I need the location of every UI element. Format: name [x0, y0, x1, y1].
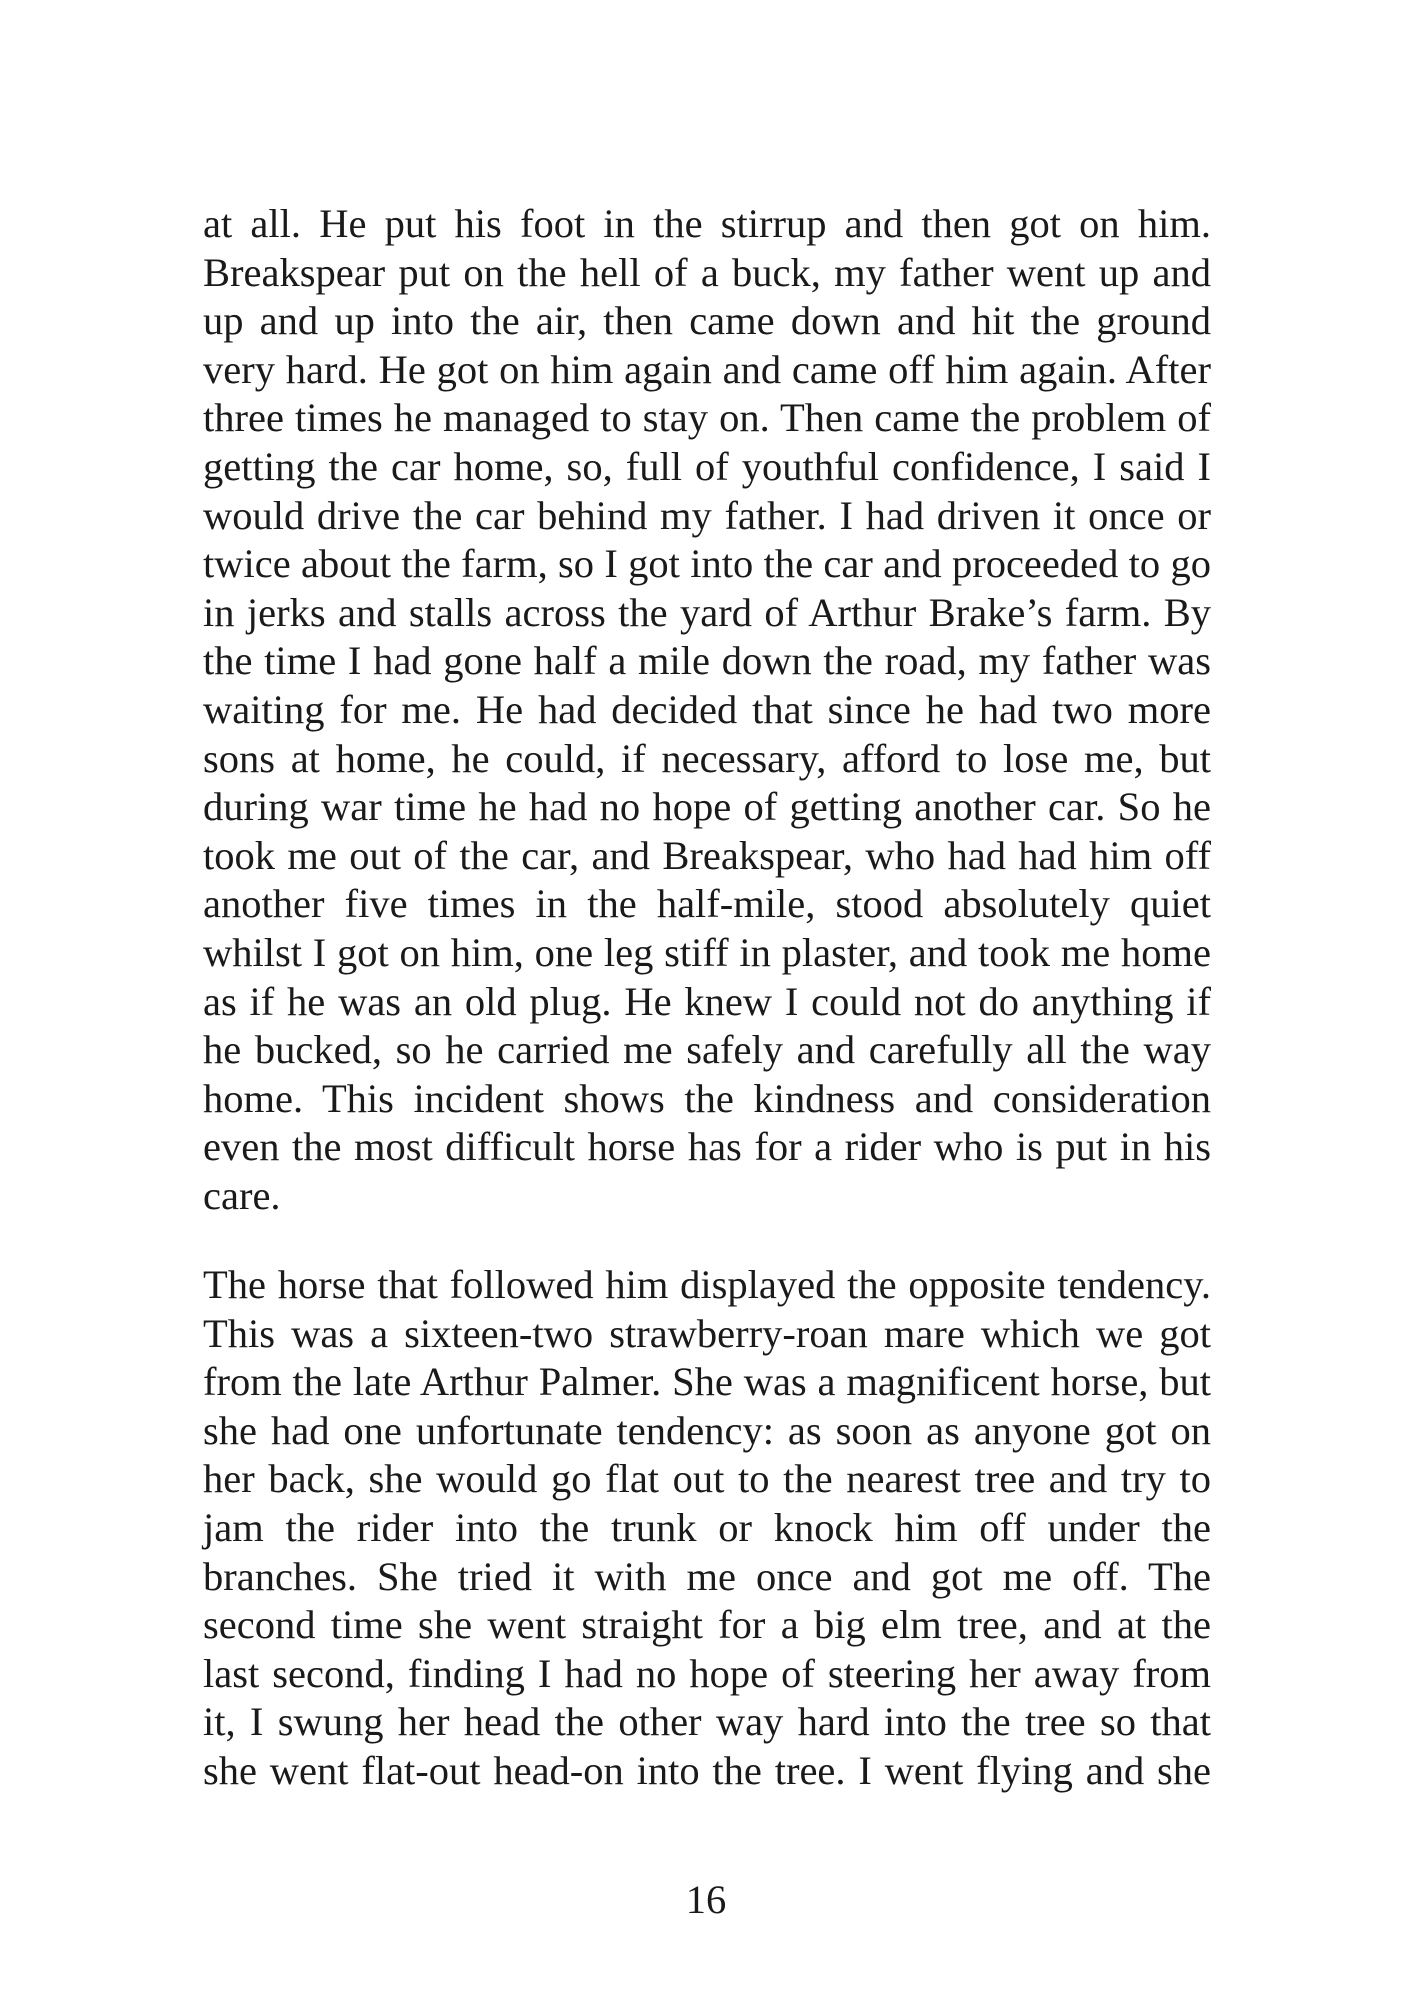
text-line: he bucked, so he carried me safely and carefully all the way: [203, 1027, 1211, 1073]
paragraph-1: [203, 200, 1211, 1220]
text-line: jam the rider into the trunk or knock him off under the: [203, 1504, 1211, 1550]
text-line: very hard. He got on him again and came off him again. After: [203, 346, 1211, 392]
text-line: she went flat-out head-on into the tree. I went flying and she: [203, 1747, 1211, 1793]
text-line: This was a sixteen-two strawberry-roan mare which we got: [203, 1310, 1211, 1356]
text-line: it, I swung her head the other way hard into the tree so that: [203, 1699, 1211, 1745]
text-line: the time I had gone half a mile down the road, my father was: [203, 638, 1211, 684]
text-line: second time she went straight for a big elm tree, and at the: [203, 1602, 1211, 1648]
text-line: getting the car home, so, full of youthful confidence, I said I: [203, 443, 1211, 489]
text-line: her back, she would go flat out to the nearest tree and try to: [203, 1456, 1211, 1502]
paragraph-2: [203, 1261, 1211, 1796]
text-line: would drive the car behind my father. I had driven it once or: [203, 492, 1211, 538]
text-line: up and up into the air, then came down and hit the ground: [203, 298, 1211, 344]
text-line: during war time he had no hope of getting another car. So he: [203, 784, 1211, 830]
text-line: at all. He put his foot in the stirrup and then got on him.: [203, 201, 1211, 246]
page-number: 16: [685, 1877, 727, 1922]
text-line: last second, finding I had no hope of steering her away from: [203, 1650, 1211, 1696]
text-line: she had one unfortunate tendency: as soon as anyone got on: [203, 1407, 1211, 1453]
text-line: from the late Arthur Palmer. She was a magnificent horse, but: [203, 1359, 1211, 1405]
text-line: waiting for me. He had decided that since he had two more: [203, 686, 1211, 732]
text-line: three times he managed to stay on. Then came the problem of: [203, 395, 1211, 441]
text-line: home. This incident shows the kindness and consideration: [203, 1075, 1211, 1121]
text-line: in jerks and stalls across the yard of Arthur Brake’s farm. By: [203, 589, 1211, 635]
text-line: took me out of the car, and Breakspear, who had had him off: [203, 832, 1211, 878]
text-line: another five times in the half-mile, stood absolutely quiet: [203, 881, 1211, 927]
text-line: twice about the farm, so I got into the car and proceeded to go: [203, 541, 1211, 587]
text-line: Breakspear put on the hell of a buck, my father went up and: [203, 249, 1211, 295]
text-line: whilst I got on him, one leg stiff in plaster, and took me home: [203, 929, 1211, 975]
text-line: branches. She tried it with me once and got me off. The: [203, 1553, 1211, 1599]
text-line: as if he was an old plug. He knew I could not do anything if: [203, 978, 1211, 1024]
text-line: The horse that followed him displayed the opposite tendency.: [203, 1262, 1211, 1307]
text-line: sons at home, he could, if necessary, afford to lose me, but: [203, 735, 1211, 781]
text-line: even the most difficult horse has for a rider who is put in his: [203, 1124, 1211, 1170]
text-line: care.: [203, 1172, 281, 1218]
